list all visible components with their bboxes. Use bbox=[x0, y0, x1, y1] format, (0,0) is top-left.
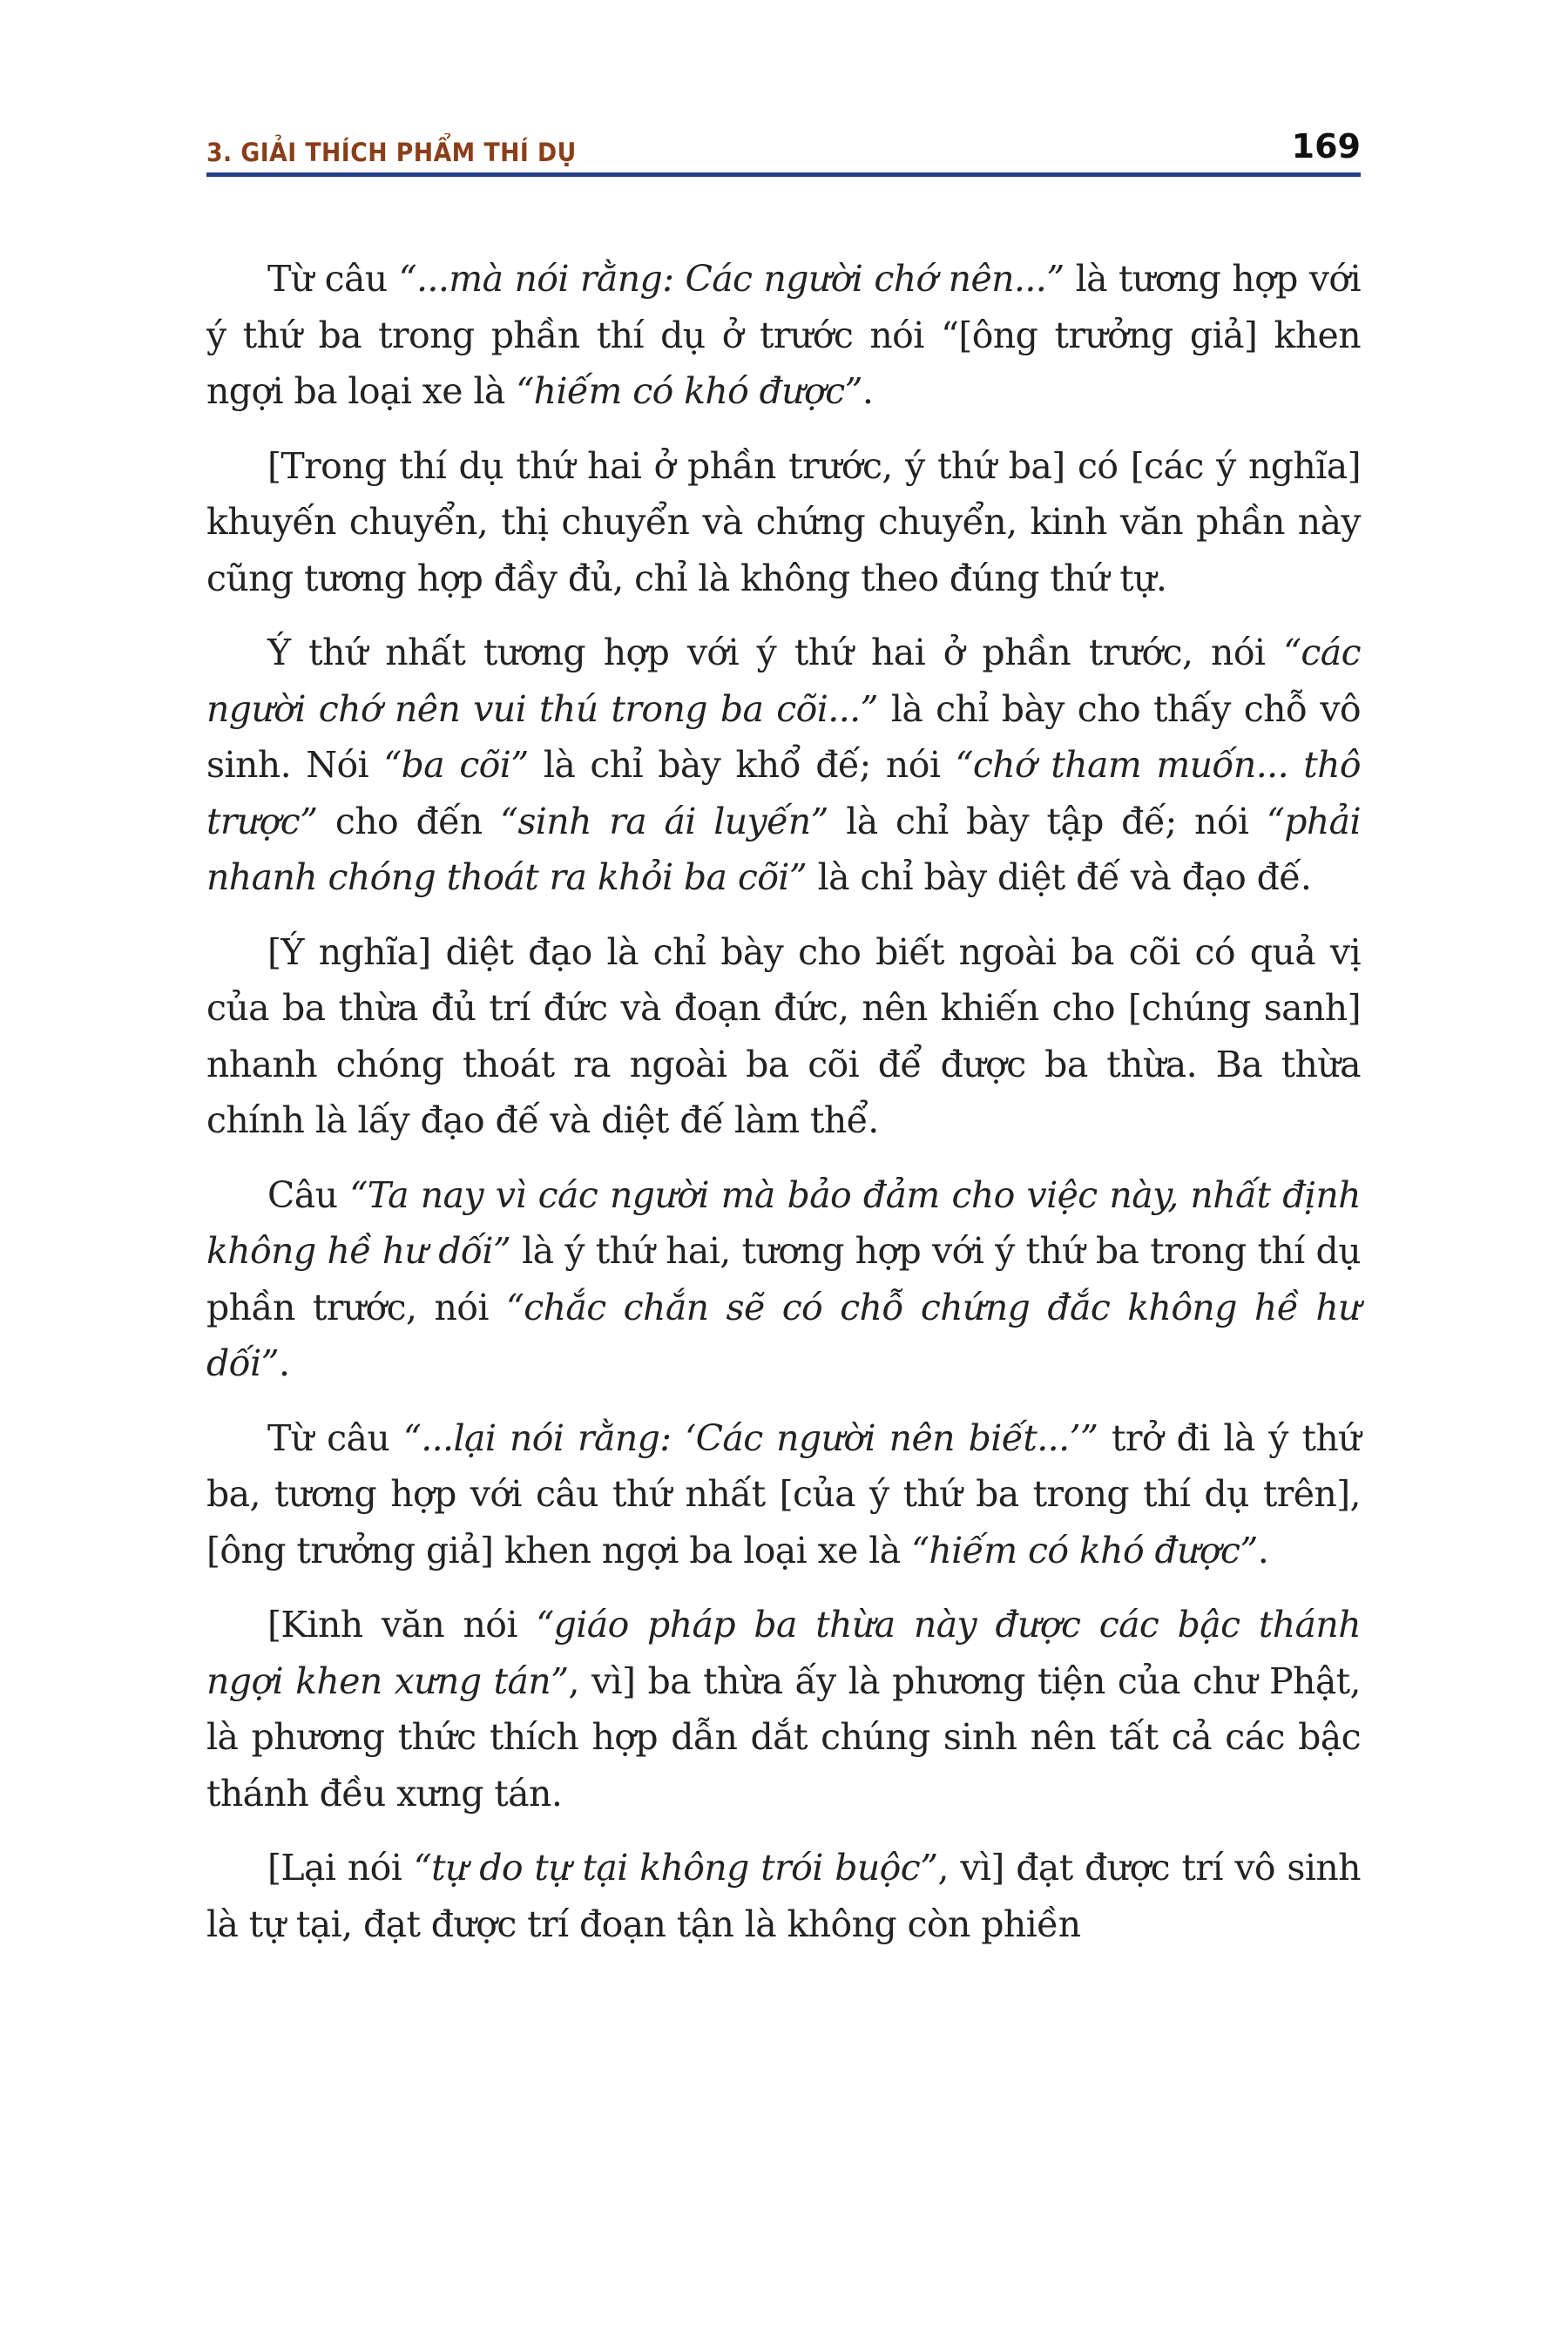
text-run: [Trong thí dụ thứ hai ở phần trước, ý thứ ba] có [các ý nghĩa] khuyến chuyển, thị chuyển và chứng chuyển, kinh văn phần này cũng tương hợp đầy đủ, chỉ là không theo đúng thứ tự. bbox=[206, 444, 1361, 599]
text-run: là ý thứ hai, tương hợp với ý thứ ba trong thí dụ phần trước, nói bbox=[206, 1230, 1361, 1328]
text-run: [Ý nghĩa] diệt đạo là chỉ bày cho biết ngoài ba cõi có quả vị của ba thừa đủ trí đức và đoạn đức, nên khiến cho [chúng sanh] nhanh chóng thoát ra ngoài ba cõi để được ba thừa. Ba thừa chính là lấy đạo đế và diệt đế làm thể. bbox=[206, 930, 1361, 1141]
italic-quote: “sinh ra ái luyến” bbox=[499, 800, 828, 842]
paragraph bbox=[206, 251, 1361, 420]
paragraph bbox=[206, 1167, 1361, 1392]
italic-quote: “hiếm có khó được” bbox=[516, 370, 862, 412]
italic-quote: “giáo pháp ba thừa này được các bậc thánh ngợi khen xưng tán” bbox=[206, 1604, 1361, 1702]
italic-quote: “phải nhanh chóng thoát ra khỏi ba cõi” bbox=[206, 800, 1361, 898]
italic-quote: “tự do tự tại không trói buộc” bbox=[413, 1847, 938, 1889]
paragraph bbox=[206, 1840, 1361, 1952]
italic-quote: “...lại nói rằng: ‘Các người nên biết...’” bbox=[402, 1416, 1098, 1459]
text-run: Câu bbox=[267, 1173, 350, 1216]
text-run: là chỉ bày khổ đế; nói bbox=[528, 744, 956, 786]
paragraph bbox=[206, 924, 1361, 1149]
text-run: là chỉ bày tập đế; nói bbox=[828, 800, 1267, 842]
italic-quote: “ba cõi” bbox=[383, 744, 529, 786]
text-run: Từ câu bbox=[267, 258, 399, 300]
running-header bbox=[206, 122, 1361, 178]
header-rule bbox=[206, 172, 1361, 177]
text-run: là chỉ bày diệt đế và đạo đế. bbox=[807, 856, 1312, 898]
text-run: , vì] ba thừa ấy là phương tiện của chư Phật, là phương thức thích hợp dẫn dắt chúng sinh nên tất cả các bậc thánh đều xưng tán. bbox=[206, 1659, 1361, 1815]
text-run: . bbox=[279, 1342, 290, 1384]
text-run: Từ câu bbox=[267, 1416, 403, 1459]
italic-quote: “hiếm có khó được” bbox=[911, 1529, 1258, 1571]
body-text bbox=[206, 251, 1361, 1970]
paragraph bbox=[206, 1597, 1361, 1821]
chapter-title: 3. GIẢI THÍCH PHẨM THÍ DỤ bbox=[206, 138, 577, 167]
paragraph bbox=[206, 1410, 1361, 1579]
text-run: , vì] đạt được trí vô sinh là tự tại, đạt được trí đoạn tận là không còn phiền bbox=[206, 1847, 1361, 1945]
text-run: trở đi là ý thứ ba, tương hợp với câu thứ nhất [của ý thứ ba trong thí dụ trên], [ông trưởng giả] khen ngợi ba loại xe là bbox=[206, 1416, 1361, 1571]
text-run: . bbox=[1257, 1529, 1269, 1571]
paragraph bbox=[206, 625, 1361, 906]
paragraph bbox=[206, 438, 1361, 607]
italic-quote: “chắc chắn sẽ có chỗ chứng đắc không hề hư dối” bbox=[206, 1286, 1361, 1384]
text-run: là chỉ bày cho thấy chỗ vô sinh. Nói bbox=[206, 687, 1361, 786]
italic-quote: “Ta nay vì các người mà bảo đảm cho việc này, nhất định không hề hư dối” bbox=[206, 1173, 1361, 1272]
italic-quote: “...mà nói rằng: Các người chớ nên...” bbox=[398, 258, 1064, 300]
text-run: [Lại nói bbox=[267, 1847, 414, 1889]
page-number: 169 bbox=[1291, 127, 1361, 166]
text-run: . bbox=[862, 370, 874, 412]
italic-quote: “các người chớ nên vui thú trong ba cõi...” bbox=[206, 632, 1361, 730]
italic-quote: “chớ tham muốn... thô trược” bbox=[206, 744, 1361, 842]
text-run: cho đến bbox=[317, 800, 500, 842]
text-run: Ý thứ nhất tương hợp với ý thứ hai ở phần trước, nói bbox=[267, 632, 1284, 673]
text-run: là tương hợp với ý thứ ba trong phần thí dụ ở trước nói “[ông trưởng giả] khen ngợi ba loại xe là bbox=[206, 258, 1361, 412]
text-run: [Kinh văn nói bbox=[267, 1604, 537, 1646]
